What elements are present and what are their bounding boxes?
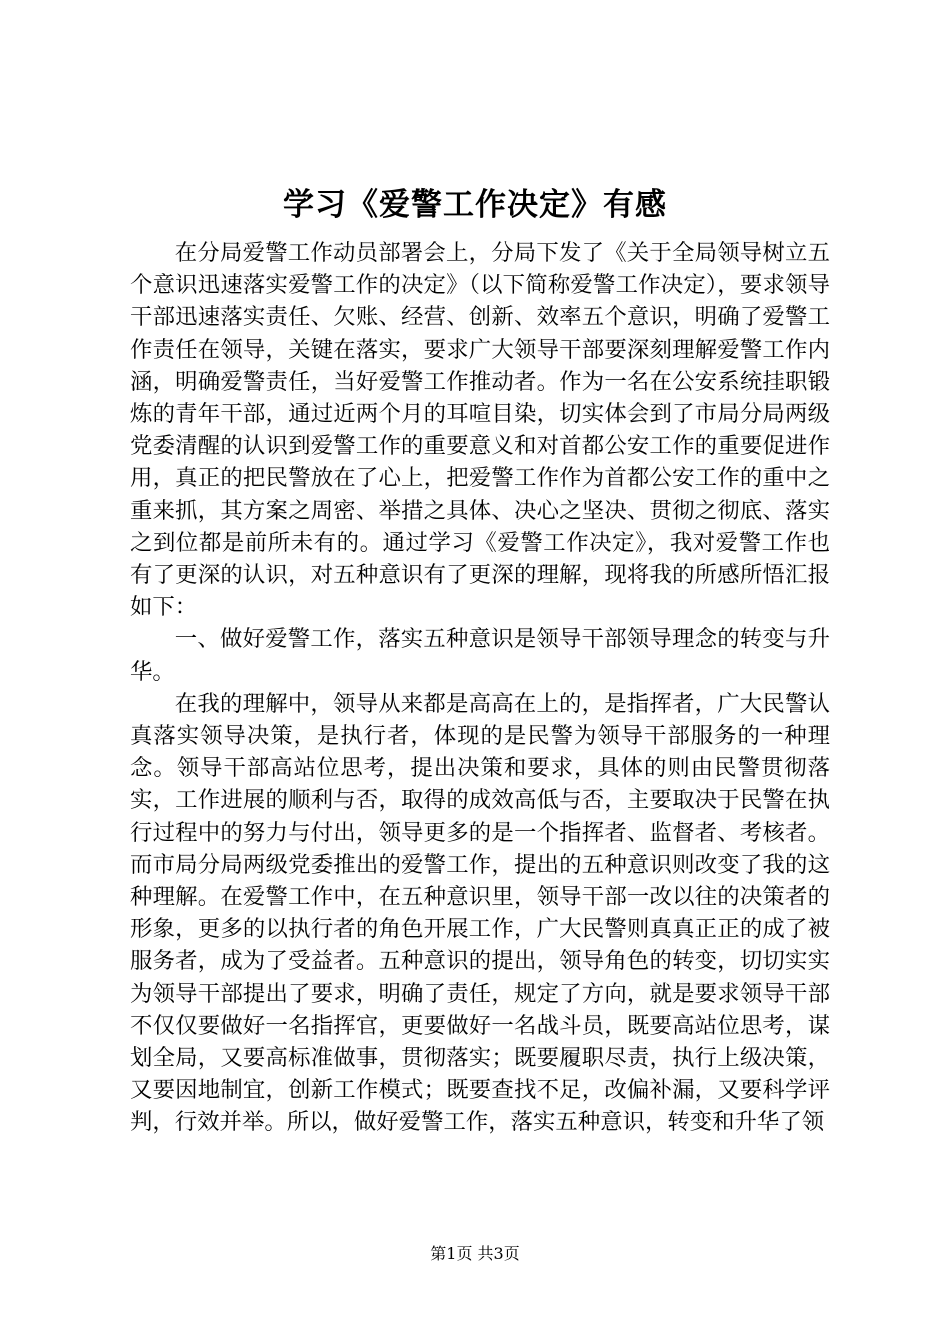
paragraph-intro: 在分局爱警工作动员部署会上，分局下发了《关于全局领导树立五个意识迅速落实爱警工作的决定》（以下简称爱警工作决定），要求领导干部迅速落实责任、欠账、经营、创新、效率五个意识，明确了爱警工作责任在领导，关键在落实，要求广大领导干部要深刻理解爱警工作内涵，明确爱警责任，当好爱警工作推动者。作为一名在公安系统挂职锻炼的青年干部，通过近两个月的耳喧目染，切实体会到了市局分局两级党委清醒的认识到爱警工作的重要意义和对首都公安工作的重要促进作用，真正的把民警放在了心上，把爱警工作作为首都公安工作的重中之重来抓，其方案之周密、举措之具体、决心之坚决、贯彻之彻底、落实之到位都是前所未有的。通过学习《爱警工作决定》，我对爱警工作也有了更深的认识，对五种意识有了更深的理解，现将我的所感所悟汇报如下： (130, 240, 830, 621)
document-title: 学习《爱警工作决定》有感 (283, 187, 667, 223)
paragraph-heading-one: 一、做好爱警工作，落实五种意识是领导干部领导理念的转变与升华。 (130, 626, 830, 685)
page-number-footer: 第1页 共3页 (430, 1244, 520, 1263)
paragraph-body-one: 在我的理解中，领导从来都是高高在上的，是指挥者，广大民警认真落实领导决策，是执行者，体现的是民警为领导干部服务的一种理念。领导干部高站位思考，提出决策和要求，具体的则由民警贯彻落实，工作进展的顺利与否，取得的成效高低与否，主要取决于民警在执行过程中的努力与付出，领导更多的是一个指挥者、监督者、考核者。而市局分局两级党委推出的爱警工作，提出的五种意识则改变了我的这种理解。在爱警工作中，在五种意识里，领导干部一改以往的决策者的形象，更多的以执行者的角色开展工作，广大民警则真真正正的成了被服务者，成为了受益者。五种意识的提出，领导角色的转变，切切实实为领导干部提出了要求，明确了责任，规定了方向，就是要求领导干部不仅仅要做好一名指挥官，更要做好一名战斗员，既要高站位思考，谋划全局，又要高标准做事，贯彻落实；既要履职尽责，执行上级决策，又要因地制宜，创新工作模式；既要查找不足，改偏补漏，又要科学评判，行效并举。所以，做好爱警工作，落实五种意识，转变和升华了领 (130, 690, 830, 1136)
document-body (130, 237, 830, 1139)
